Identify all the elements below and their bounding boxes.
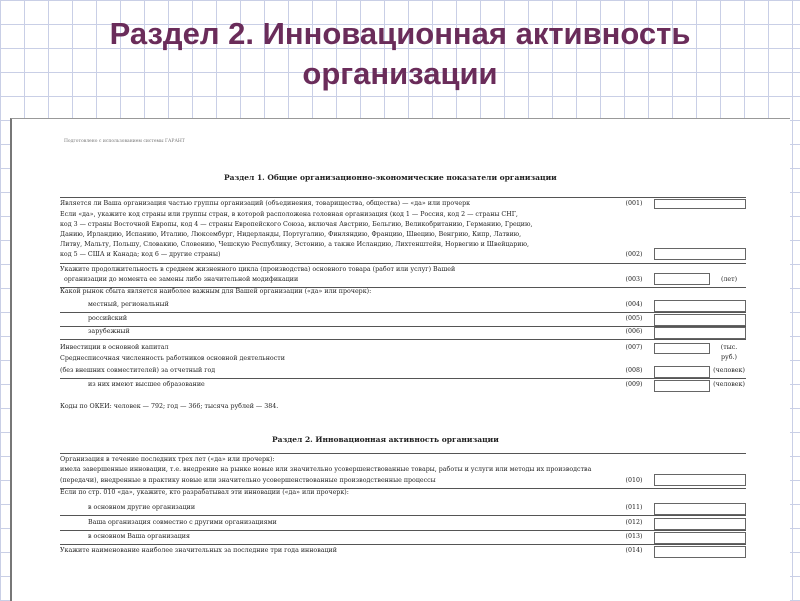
row-006 — [60, 327, 746, 339]
row-012 — [60, 518, 746, 530]
row-010-line-1: Организация в течение последних трех лет («да» или прочерк): — [60, 456, 275, 463]
row-011-code: (011) — [625, 504, 643, 511]
row-003-line-2: организации до момента ее замены либо значительной модификации — [64, 276, 299, 283]
section-1-title: Раздел 1. Общие организационно-экономические показатели организации — [224, 173, 557, 182]
row-013 — [60, 532, 746, 544]
row-010-line-2: имела завершенные инновации, т.е. внедрение на рынке новые или значительно усовершенствованные товары, работы и услуги или методы их производства — [60, 466, 592, 473]
row-003-line-1: Укажите продолжительность в среднем жизненного цикла (производства) основного товара (работ или услуг) Вашей — [60, 266, 456, 273]
row-010-line-3: (передачи), внедренные в практику новые или значительно усовершенствованные производственные процессы — [60, 477, 436, 484]
row-010 — [60, 455, 746, 489]
row-002-field[interactable] — [654, 248, 746, 260]
row-008 — [60, 366, 746, 378]
row-003-field[interactable] — [654, 273, 710, 285]
markets-header: Какой рынок сбыта является наиболее важным для Вашей организации («да» или прочерк): — [60, 288, 372, 295]
okei-codes: Коды по ОКЕИ: человек — 792; год — 366; тысяча рублей — 384. — [60, 403, 279, 410]
separator — [60, 530, 746, 531]
staff-header: Среднесписочная численность работников основной деятельности — [60, 355, 285, 362]
row-013-code: (013) — [625, 533, 643, 540]
row-007-unit: (тыс. руб.) — [720, 344, 738, 361]
row-001-code: (001) — [625, 200, 643, 207]
row-009-label: из них имеют высшее образование — [88, 381, 205, 388]
developers-header: Если по стр. 010 «да», укажите, кто разрабатывал эти инновации («да» или прочерк): — [60, 489, 349, 496]
row-005-label: российский — [88, 315, 128, 322]
row-013-field[interactable] — [654, 532, 746, 544]
row-001-field[interactable] — [654, 199, 746, 209]
row-002-code: (002) — [625, 251, 643, 258]
separator — [60, 339, 746, 340]
row-012-label: Ваша организация совместно с другими организациями — [88, 519, 277, 526]
row-014-field[interactable] — [654, 546, 746, 558]
row-005-code: (005) — [625, 315, 643, 322]
row-012-code: (012) — [625, 519, 643, 526]
row-009-unit: (человек) — [713, 381, 745, 388]
row-008-field[interactable] — [654, 366, 710, 378]
row-004-code: (004) — [625, 301, 643, 308]
row-002 — [60, 210, 746, 262]
row-004-label: местный, региональный — [88, 301, 169, 308]
row-009-code: (009) — [625, 381, 643, 388]
separator — [60, 378, 746, 379]
row-002-line-5: код 5 — США и Канада; код 6 — другие страны) — [60, 251, 221, 258]
row-002-line-2: код 3 — страны Восточной Европы, код 4 — страны Европейского Союза, включая Австрию, Бельгию, Великобританию, Германию, Грецию, — [60, 221, 533, 228]
row-003 — [60, 265, 746, 287]
separator — [60, 544, 746, 545]
row-009-field[interactable] — [654, 380, 710, 392]
row-007-code: (007) — [625, 344, 643, 351]
row-010-code: (010) — [625, 477, 643, 484]
row-005 — [60, 314, 746, 326]
row-005-field[interactable] — [654, 314, 746, 326]
row-012-field[interactable] — [654, 518, 746, 530]
separator — [60, 263, 746, 264]
row-004 — [60, 300, 746, 312]
row-007-field[interactable] — [654, 343, 710, 354]
row-006-field[interactable] — [654, 327, 746, 339]
row-014-code: (014) — [625, 547, 643, 554]
row-001 — [60, 199, 746, 209]
separator — [60, 312, 746, 313]
row-004-field[interactable] — [654, 300, 746, 312]
slide-title — [0, 14, 800, 94]
separator — [60, 197, 746, 198]
row-010-field[interactable] — [654, 474, 746, 486]
separator — [60, 515, 746, 516]
row-006-code: (006) — [625, 328, 643, 335]
row-011-field[interactable] — [654, 503, 746, 515]
row-014 — [60, 546, 746, 558]
row-003-unit: (лет) — [720, 276, 738, 283]
row-008-unit: (человек) — [713, 367, 745, 374]
slide-title-line-2: организации — [302, 56, 498, 91]
row-002-line-3: Данию, Ирландию, Испанию, Италию, Люксембург, Нидерланды, Португалию, Финляндию, Францию, Швецию, Венгрию, Кипр, Латвию, — [60, 231, 522, 238]
row-006-label: зарубежный — [88, 328, 130, 335]
row-014-label: Укажите наименование наиболее значительных за последние три года инноваций — [60, 547, 337, 554]
row-001-label: Является ли Ваша организация частью группы организаций (объединения, товарищества, общества) — «да» или прочерк — [60, 200, 471, 207]
row-002-line-1: Если «да», укажите код страны или группы стран, в которой расположена головная организация (код 1 — Россия, код 2 — страны СНГ, — [60, 211, 518, 218]
row-013-label: в основном Ваша организация — [88, 533, 190, 540]
source-note: Подготовлено с использованием системы ГАРАНТ — [64, 139, 185, 144]
row-011-label: в основном другие организации — [88, 504, 196, 511]
slide-title-line-1: Раздел 2. Инновационная активность — [109, 16, 691, 51]
section-2-title: Раздел 2. Инновационная активность организации — [272, 435, 499, 444]
row-011 — [60, 503, 746, 515]
separator — [60, 453, 746, 454]
row-008-label: (без внешних совместителей) за отчетный год — [60, 367, 216, 374]
row-009 — [60, 380, 746, 392]
row-007-label: Инвестиции в основной капитал — [60, 344, 169, 351]
document-scan — [10, 118, 790, 601]
row-002-line-4: Литву, Мальту, Польшу, Словакию, Словению, Чешскую Республику, Эстонию, а также Исландию, Лихтенштейн, Норвегию и Швейцарию, — [60, 241, 529, 248]
row-003-code: (003) — [625, 276, 643, 283]
row-008-code: (008) — [625, 367, 643, 374]
